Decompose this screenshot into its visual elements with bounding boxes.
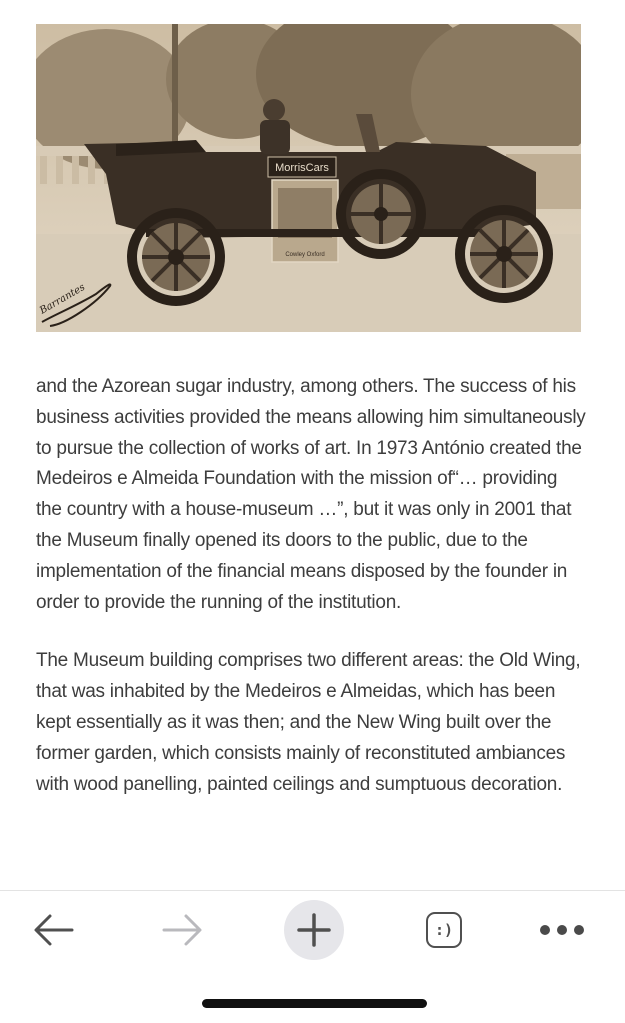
more-menu-button[interactable] [530,891,594,969]
ellipsis-icon [540,925,584,935]
vintage-car-image [36,24,581,332]
article-paragraph-2: The Museum building comprises two different areas: the Old Wing, that was inhabited by the Medeiros e Almeidas, which has been kept essentially as it was then; and the New Wing built over the former garden, which consists mainly of reconstituted ambiances with wood panelling, painted ceilings and sumptuous decoration. [36,650,581,795]
new-tab-circle [284,900,344,960]
car-sign-text: MorrisCars [275,162,329,174]
forward-button[interactable] [150,891,214,969]
article-photo [36,24,581,332]
article-paragraph-1: and the Azorean sugar industry, among others. The success of his business activities provided the means allowing him simultaneously to pursue the collection of works of art. In 1973 António created the Medeiros e Almeida Foundation with the mission of“… providing the country with a house-museum …”, but it was only in 2001 that the Museum finally opened its doors to the public, due to the implementation of the financial means disposed by the founder in order to provide the running of the institution. [36,376,586,613]
new-tab-button[interactable] [282,891,346,969]
tabs-count-icon: :) [426,912,462,948]
article-body [36,372,586,800]
home-indicator[interactable] [202,999,427,1008]
arrow-right-icon [160,912,204,948]
back-button[interactable] [22,891,86,969]
browser-bottom-toolbar [0,890,625,971]
photo-signature: Barrantes [38,281,88,317]
plus-icon [296,912,332,948]
poster-text: Cowley Oxford [285,252,325,258]
tabs-button[interactable] [412,891,476,969]
arrow-left-icon [32,912,76,948]
